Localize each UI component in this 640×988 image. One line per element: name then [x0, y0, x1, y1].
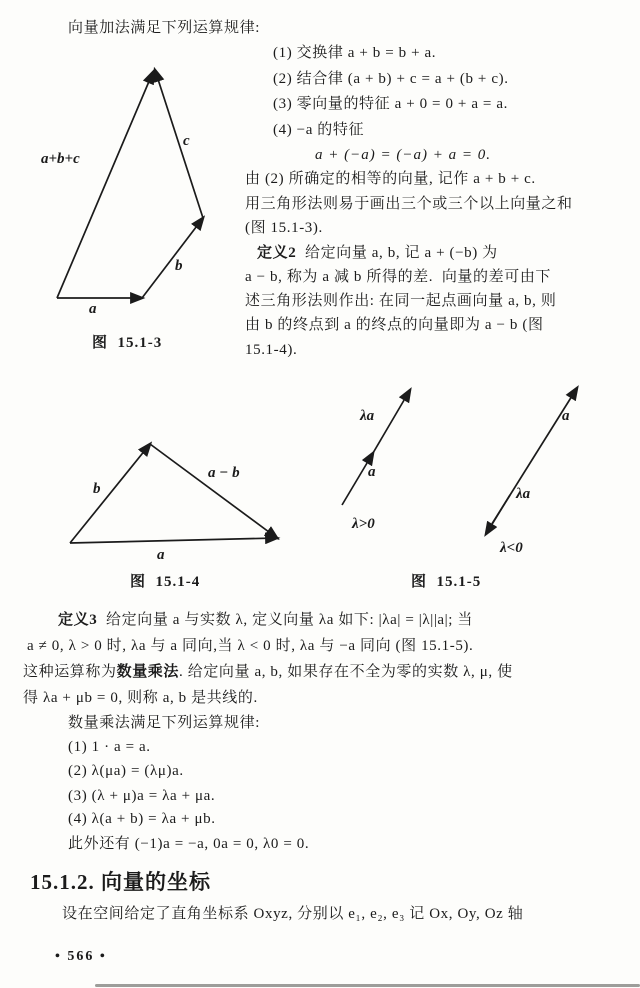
vector-b-edge	[142, 218, 203, 298]
figure-caption-15-1-4: 图 15.1-4	[130, 574, 201, 590]
definition-3-line-3	[23, 663, 513, 681]
sum-paragraph-line-3: (图 15.1-3).	[245, 220, 323, 236]
label-a: a	[89, 301, 97, 317]
figure-caption-15-1-5: 图 15.1-5	[411, 574, 482, 590]
definition-3-line-1	[58, 611, 473, 629]
label-a-minus-b: a − b	[208, 465, 240, 481]
definition-2-line-3: 述三角形法则作出: 在同一起点画向量 a, b, 则	[245, 293, 557, 309]
scalar-rules-extra: 此外还有 (−1)a = −a, 0a = 0, λ0 = 0.	[68, 836, 310, 852]
definition-2-line-1-text: 给定向量 a, b, 记 a + (−b) 为	[296, 245, 498, 261]
label-b: b	[93, 481, 101, 497]
scalar-multiplication-term: 数量乘法	[116, 664, 180, 680]
section-heading: 15.1.2. 向量的坐标	[30, 870, 211, 894]
definition-3-line-1-text: 给定向量 a 与实数 λ, 定义向量 λa 如下: |λa| = |λ||a|; 当	[97, 612, 473, 628]
definition-3-line-3-post: . 给定向量 a, b, 如果存在不全为零的实数 λ, μ, 使	[179, 664, 513, 680]
addition-rule-3: (3) 零向量的特征 a + 0 = 0 + a = a.	[273, 96, 508, 112]
sum-paragraph-line-2: 用三角形法则易于画出三个或三个以上向量之和	[245, 196, 573, 212]
vector-sum-edge	[57, 72, 153, 298]
vector-a-minus-b-edge	[150, 444, 277, 538]
definition-3-line-2: a ≠ 0, λ > 0 时, λa 与 a 同向,当 λ < 0 时, λa 与 −a 同向 (图 15.1-5).	[27, 638, 474, 654]
definition-3-line-3-pre: 这种运算称为	[23, 664, 117, 680]
page-number: • 566 •	[55, 949, 107, 964]
addition-rule-4-formula: a + (−a) = (−a) + a = 0.	[315, 147, 491, 163]
scalar-rule-4: (4) λ(a + b) = λa + μb.	[68, 811, 216, 827]
vector-lambda-a-left	[373, 390, 410, 453]
coordinate-paragraph-line: 设在空间给定了直角坐标系 Oxyz, 分别以 e₁, e₂, e₃ 记 Ox, Oy, Oz 轴	[62, 906, 524, 922]
intro-line: 向量加法满足下列运算规律:	[68, 20, 260, 36]
label-condition-negative: λ<0	[500, 540, 523, 556]
label-c: c	[183, 133, 190, 149]
label-a-right: a	[562, 408, 570, 424]
scalar-rules-intro: 数量乘法满足下列运算规律:	[68, 715, 260, 731]
addition-rule-1: (1) 交换律 a + b = b + a.	[273, 45, 437, 61]
scalar-rule-3: (3) (λ + μ)a = λa + μa.	[68, 788, 216, 804]
vector-lambda-a-right	[486, 495, 510, 534]
addition-rule-2: (2) 结合律 (a + b) + c = a + (b + c).	[273, 71, 509, 87]
addition-rule-4: (4) −a 的特征	[273, 122, 365, 138]
definition-3-label: 定义3	[58, 612, 98, 628]
sum-paragraph-line-1: 由 (2) 所确定的相等的向量, 记作 a + b + c.	[245, 171, 536, 187]
definition-2-line-1	[257, 244, 498, 262]
scalar-rule-2: (2) λ(μa) = (λμ)a.	[68, 763, 184, 779]
label-a-left: a	[368, 464, 376, 480]
definition-2-line-4: 由 b 的终点到 a 的终点的向量即为 a − b (图	[245, 317, 544, 333]
label-lambda-a-right: λa	[516, 486, 531, 502]
label-lambda-a-left: λa	[360, 408, 375, 424]
label-b: b	[175, 258, 183, 274]
scalar-rule-1: (1) 1 · a = a.	[68, 739, 151, 755]
label-condition-positive: λ>0	[352, 516, 375, 532]
vector-c-edge	[155, 70, 203, 218]
figure-vector-sum-polygon	[25, 55, 235, 317]
figure-caption-15-1-3: 图 15.1-3	[92, 335, 163, 351]
vector-a-edge	[70, 538, 277, 543]
label-a: a	[157, 547, 165, 563]
vector-b-edge	[70, 444, 150, 543]
definition-3-line-4: 得 λa + μb = 0, 则称 a, b 是共线的.	[23, 690, 258, 706]
definition-2-line-5: 15.1-4).	[245, 342, 298, 358]
definition-2-line-2: a − b, 称为 a 减 b 所得的差. 向量的差可由下	[245, 269, 552, 285]
label-sum-vector: a+b+c	[41, 151, 80, 167]
scan-artifact-line	[95, 984, 640, 987]
definition-2-label: 定义2	[257, 245, 297, 261]
figure-vector-difference-triangle	[45, 425, 295, 565]
figure-scalar-multiplication	[330, 378, 600, 568]
